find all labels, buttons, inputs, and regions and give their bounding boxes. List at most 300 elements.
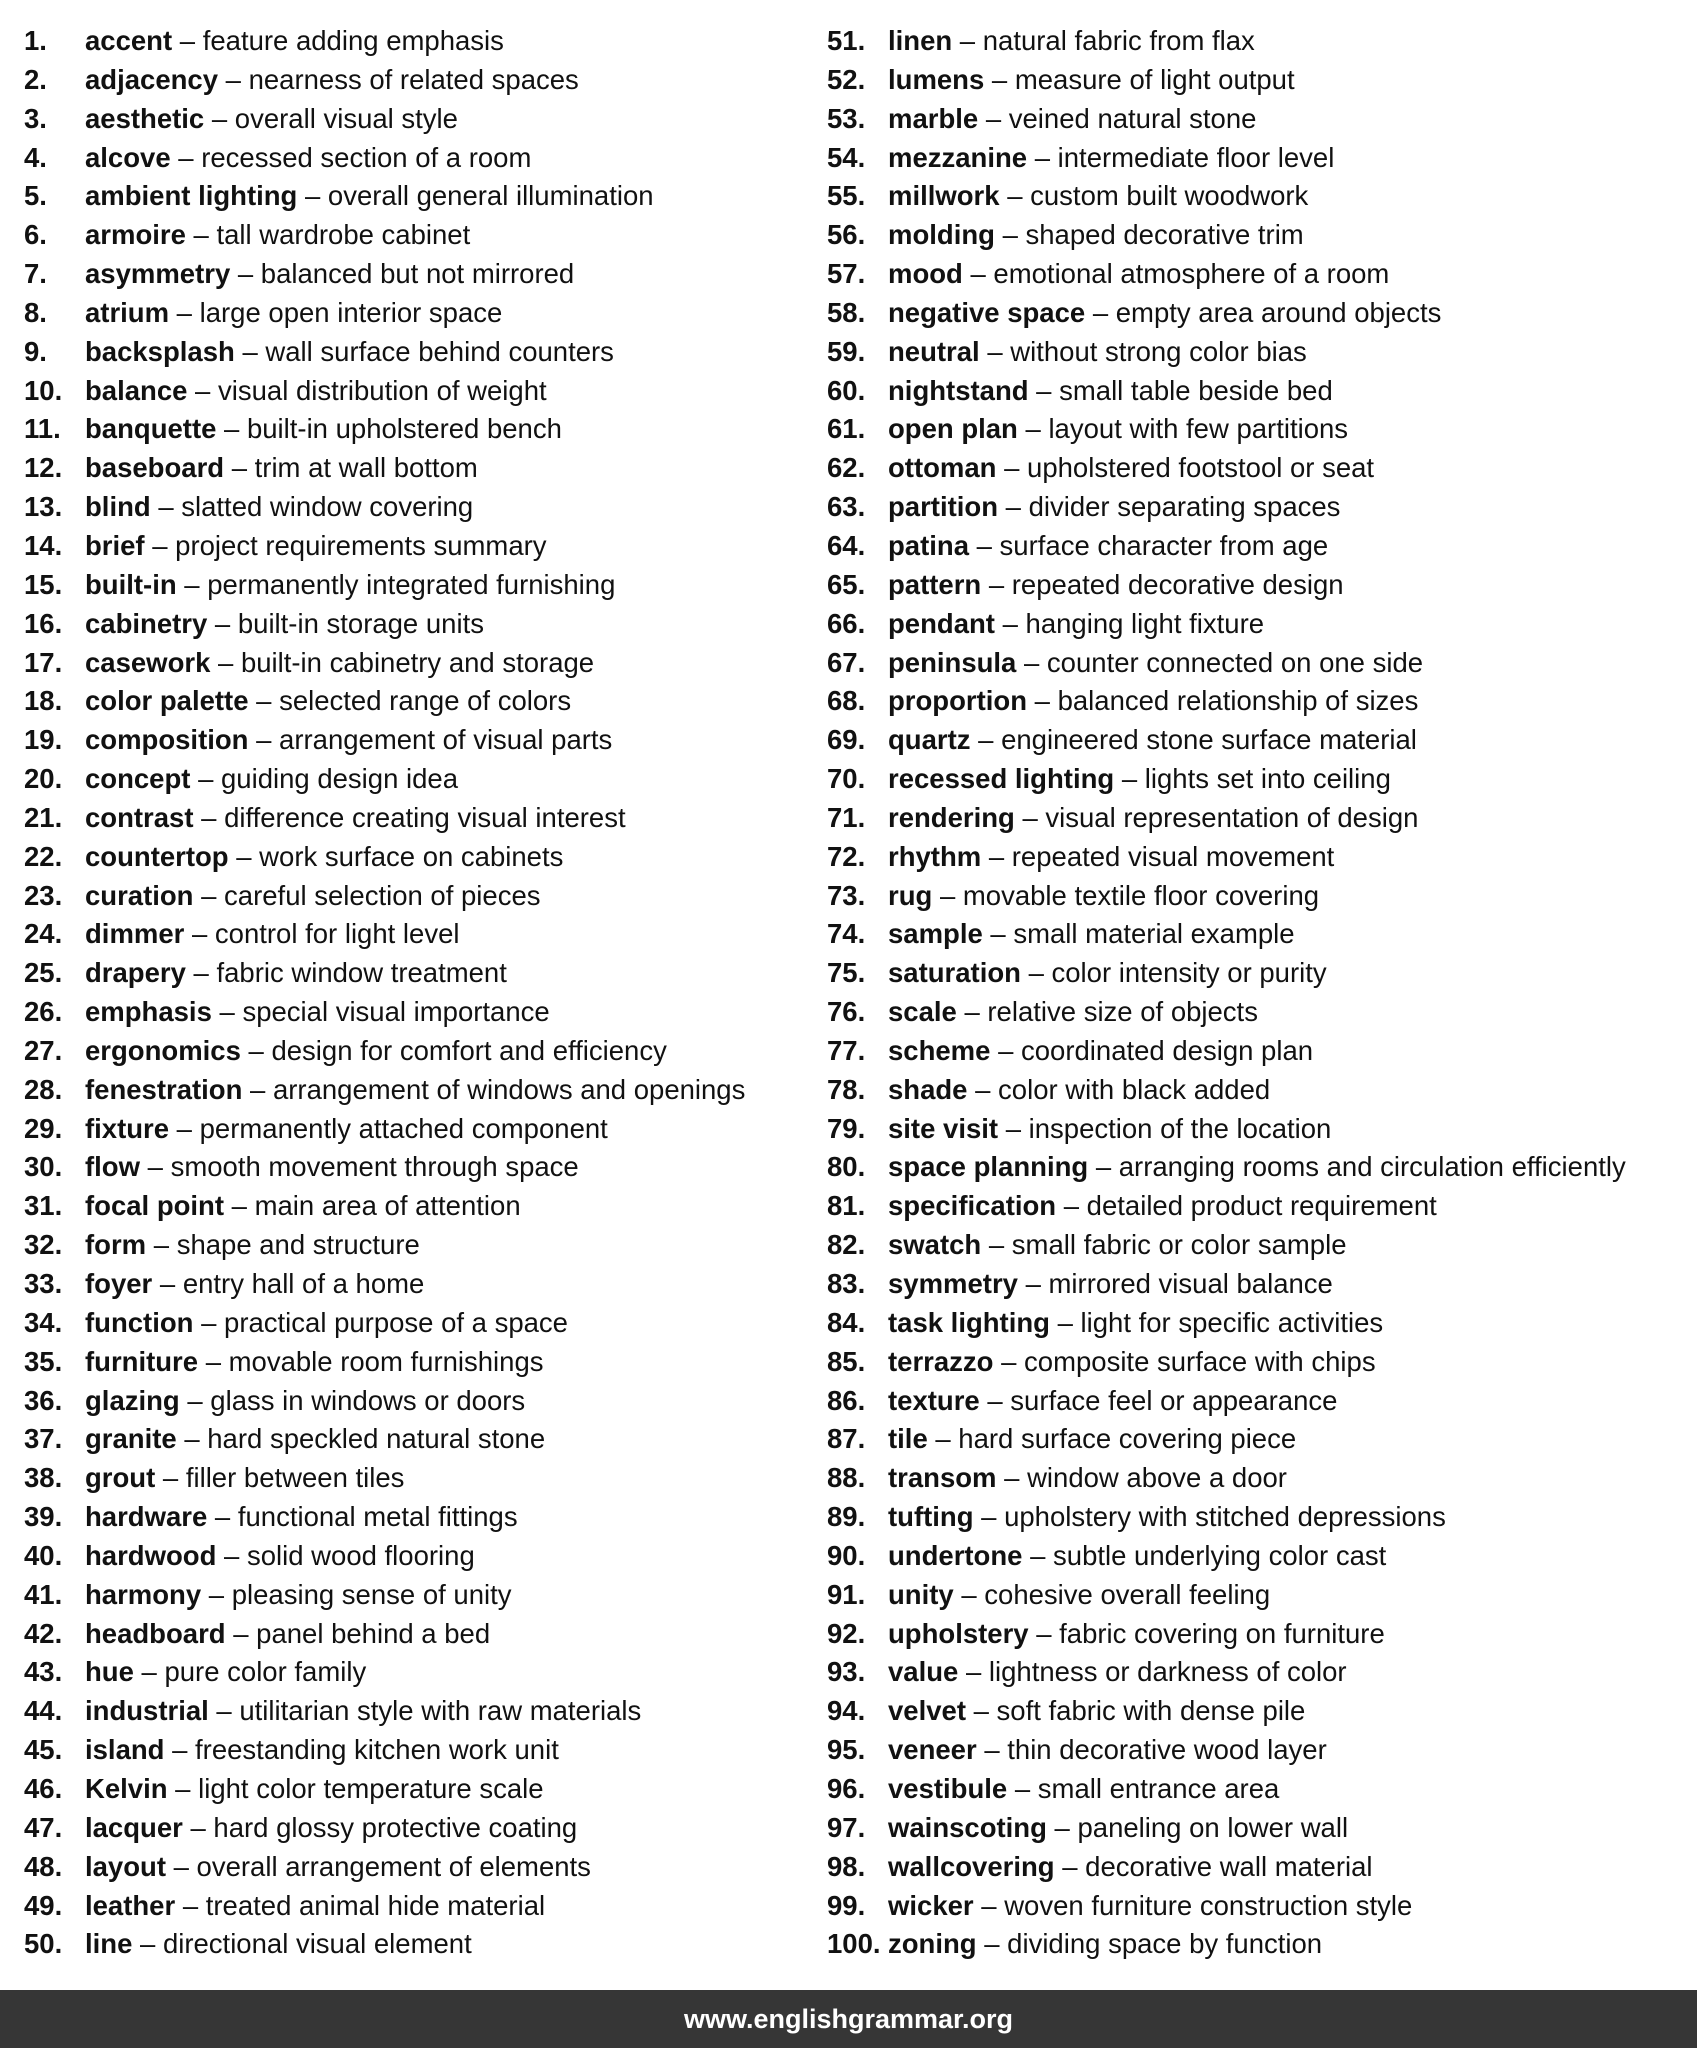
list-item (827, 1848, 1687, 1887)
list-item (827, 915, 1687, 954)
item-text (85, 644, 594, 683)
list-item (24, 1459, 804, 1498)
list-item (827, 1265, 1687, 1304)
item-definition: – small entrance area (1007, 1772, 1280, 1804)
item-text (888, 1925, 1322, 1964)
item-definition: – surface character from age (968, 529, 1329, 561)
item-number: 45. (24, 1734, 63, 1766)
item-text (85, 1498, 518, 1537)
list-item (24, 294, 804, 333)
item-number: 72. (827, 840, 866, 872)
list-item (827, 799, 1687, 838)
item-definition: – light color temperature scale (167, 1772, 544, 1804)
item-term: flow (85, 1151, 140, 1183)
item-number: 75. (827, 957, 866, 989)
item-term: pendant (888, 607, 995, 639)
item-term: emphasis (85, 996, 212, 1028)
item-number: 79. (827, 1112, 866, 1144)
item-number: 63. (827, 491, 866, 523)
item-number: 28. (24, 1073, 63, 1105)
list-item (827, 1498, 1687, 1537)
item-number: 26. (24, 996, 63, 1028)
item-text (888, 488, 1340, 527)
item-definition: – layout with few partitions (1017, 413, 1349, 445)
item-text (85, 1304, 568, 1343)
item-term: scale (888, 996, 957, 1028)
item-number: 13. (24, 491, 63, 523)
item-number: 21. (24, 801, 63, 833)
item-text (888, 605, 1264, 644)
item-text (888, 449, 1374, 488)
item-definition: – fabric window treatment (185, 957, 507, 989)
item-text (85, 1576, 511, 1615)
item-number: 5. (24, 180, 47, 212)
item-term: tufting (888, 1501, 974, 1533)
item-term: upholstery (888, 1617, 1029, 1649)
item-definition: – repeated visual movement (981, 840, 1335, 872)
item-number: 47. (24, 1811, 63, 1843)
item-definition: – decorative wall material (1054, 1850, 1373, 1882)
item-number: 67. (827, 646, 866, 678)
item-definition: – intermediate floor level (1027, 141, 1335, 173)
list-item (827, 1304, 1687, 1343)
item-number: 81. (827, 1190, 866, 1222)
item-text (888, 1226, 1347, 1265)
item-number: 36. (24, 1384, 63, 1416)
item-number: 93. (827, 1656, 866, 1688)
item-definition: – trim at wall bottom (224, 452, 478, 484)
item-definition: – detailed product requirement (1056, 1190, 1437, 1222)
item-definition: – built-in storage units (207, 607, 484, 639)
item-number: 38. (24, 1462, 63, 1494)
item-number: 30. (24, 1151, 63, 1183)
list-item (24, 682, 804, 721)
item-term: focal point (85, 1190, 225, 1222)
item-definition: – dividing space by function (976, 1928, 1323, 1960)
item-term: line (85, 1928, 133, 1960)
item-text (888, 1848, 1373, 1887)
item-definition: – small material example (982, 918, 1295, 950)
item-term: vestibule (888, 1772, 1008, 1804)
item-term: lacquer (85, 1811, 183, 1843)
item-text (888, 1110, 1331, 1149)
item-term: drapery (85, 957, 186, 989)
item-term: marble (888, 102, 979, 134)
item-definition: – solid wood flooring (216, 1539, 475, 1571)
item-text (888, 1459, 1287, 1498)
item-text (85, 1537, 475, 1576)
item-number: 60. (827, 374, 866, 406)
item-number: 82. (827, 1229, 866, 1261)
item-text (85, 721, 612, 760)
item-definition: – treated animal hide material (175, 1889, 546, 1921)
list-item (24, 527, 804, 566)
item-definition: – upholstery with stitched depressions (973, 1501, 1446, 1533)
list-item (24, 1265, 804, 1304)
item-term: zoning (888, 1928, 977, 1960)
list-item (827, 721, 1687, 760)
list-item (827, 993, 1687, 1032)
list-item (827, 1382, 1687, 1421)
list-item (827, 372, 1687, 411)
item-text (888, 877, 1319, 916)
item-definition: – special visual importance (211, 996, 550, 1028)
item-definition: – main area of attention (224, 1190, 521, 1222)
list-item (827, 682, 1687, 721)
item-number: 49. (24, 1889, 63, 1921)
item-term: form (85, 1229, 147, 1261)
item-text (888, 100, 1256, 139)
item-text (888, 1809, 1348, 1848)
footer-url[interactable]: www.englishgrammar.org (683, 2003, 1014, 2034)
item-definition: – entry hall of a home (152, 1268, 425, 1299)
item-term: ergonomics (85, 1034, 241, 1066)
item-number: 92. (827, 1617, 866, 1649)
item-number: 6. (24, 219, 47, 251)
item-term: island (85, 1734, 165, 1766)
item-number: 10. (24, 374, 63, 406)
item-definition: – light for specific activities (1049, 1306, 1384, 1338)
item-definition: – without strong color bias (979, 335, 1307, 367)
list-item (827, 255, 1687, 294)
item-definition: – relative size of objects (956, 996, 1258, 1028)
item-text (888, 333, 1307, 372)
item-term: color palette (85, 685, 249, 717)
item-number: 41. (24, 1578, 63, 1610)
list-item (827, 527, 1687, 566)
item-definition: – balanced but not mirrored (230, 258, 575, 290)
list-item (24, 1576, 804, 1615)
item-definition: – filler between tiles (155, 1462, 405, 1494)
item-definition: – design for comfort and efficiency (240, 1034, 667, 1066)
list-item (24, 760, 804, 799)
item-term: tile (888, 1423, 928, 1455)
item-term: molding (888, 219, 995, 251)
list-item (24, 799, 804, 838)
item-term: atrium (85, 296, 170, 328)
item-term: ambient lighting (85, 180, 298, 212)
item-term: aesthetic (85, 102, 205, 134)
item-number: 37. (24, 1423, 63, 1455)
item-term: balance (85, 374, 188, 406)
item-number: 52. (827, 63, 866, 95)
item-term: leather (85, 1889, 176, 1921)
item-number: 53. (827, 102, 866, 134)
item-text (85, 1459, 404, 1498)
item-number: 25. (24, 957, 63, 989)
item-text (85, 1382, 525, 1421)
item-text (85, 1265, 424, 1304)
item-number: 96. (827, 1772, 866, 1804)
item-term: layout (85, 1850, 166, 1882)
list-item (827, 1148, 1687, 1187)
item-text (85, 488, 473, 527)
item-term: patina (888, 529, 969, 561)
item-term: hue (85, 1656, 134, 1688)
item-number: 64. (827, 529, 866, 561)
item-definition: – natural fabric from flax (952, 25, 1255, 56)
item-text (888, 566, 1344, 605)
item-text (85, 333, 614, 372)
item-definition: – thin decorative wood layer (976, 1734, 1327, 1766)
list-item (24, 372, 804, 411)
item-term: rendering (888, 801, 1015, 833)
list-item (827, 1071, 1687, 1110)
item-term: composition (85, 724, 249, 756)
list-item (24, 605, 804, 644)
item-definition: – soft fabric with dense pile (965, 1695, 1306, 1727)
item-term: countertop (85, 840, 229, 872)
item-number: 55. (827, 180, 866, 212)
item-number: 84. (827, 1306, 866, 1338)
item-definition: – hanging light fixture (994, 607, 1265, 639)
item-number: 4. (24, 141, 47, 173)
item-text (85, 1187, 521, 1226)
list-item (24, 915, 804, 954)
item-term: open plan (888, 413, 1018, 445)
item-definition: – wall surface behind counters (234, 335, 614, 367)
list-item (24, 721, 804, 760)
item-number: 27. (24, 1034, 63, 1066)
item-definition: – overall arrangement of elements (165, 1850, 591, 1882)
item-number: 86. (827, 1384, 866, 1416)
item-number: 83. (827, 1268, 866, 1299)
item-text (85, 566, 615, 605)
item-definition: – permanently integrated furnishing (176, 568, 616, 600)
item-text (888, 1071, 1270, 1110)
item-definition: – small table beside bed (1028, 374, 1333, 406)
item-text (85, 1615, 490, 1654)
item-term: specification (888, 1190, 1057, 1222)
item-number: 1. (24, 25, 47, 56)
item-definition: – visual representation of design (1014, 801, 1419, 833)
list-item (24, 838, 804, 877)
list-item (24, 1498, 804, 1537)
item-number: 7. (24, 258, 47, 290)
item-term: terrazzo (888, 1345, 994, 1377)
item-text (85, 372, 547, 411)
list-item (24, 1615, 804, 1654)
item-definition: – lights set into ceiling (1114, 763, 1391, 795)
item-definition: – utilitarian style with raw materials (208, 1695, 642, 1727)
item-number: 39. (24, 1501, 63, 1533)
item-text (85, 294, 502, 333)
item-definition: – movable room furnishings (198, 1345, 544, 1377)
list-item (24, 1770, 804, 1809)
item-term: alcove (85, 141, 171, 173)
item-text (888, 1420, 1296, 1459)
item-text (85, 877, 540, 916)
item-text (888, 1382, 1337, 1421)
item-text (85, 915, 459, 954)
item-definition: – arrangement of visual parts (248, 724, 613, 756)
list-item (827, 1925, 1687, 1964)
item-term: swatch (888, 1229, 982, 1261)
item-term: mood (888, 258, 963, 290)
item-text (888, 139, 1334, 178)
item-term: pattern (888, 568, 982, 600)
item-text (888, 1770, 1279, 1809)
item-text (888, 1692, 1305, 1731)
item-text (85, 410, 562, 449)
list-item (827, 1770, 1687, 1809)
list-item (24, 1731, 804, 1770)
list-item (24, 177, 804, 216)
item-text (85, 255, 574, 294)
item-term: rug (888, 879, 933, 911)
list-item (827, 139, 1687, 178)
item-term: brief (85, 529, 145, 561)
item-definition: – counter connected on one side (1016, 646, 1424, 678)
item-definition: – custom built woodwork (999, 180, 1309, 212)
item-term: wainscoting (888, 1811, 1047, 1843)
item-text (888, 915, 1295, 954)
item-definition: – shaped decorative trim (994, 219, 1304, 251)
item-term: dimmer (85, 918, 185, 950)
list-item (827, 294, 1687, 333)
item-text (85, 954, 507, 993)
item-term: transom (888, 1462, 997, 1494)
item-number: 85. (827, 1345, 866, 1377)
item-definition: – feature adding emphasis (172, 25, 504, 56)
item-term: velvet (888, 1695, 966, 1727)
item-definition: – woven furniture construction style (973, 1889, 1413, 1921)
item-definition: – movable textile floor covering (932, 879, 1320, 911)
list-item (24, 216, 804, 255)
item-definition: – engineered stone surface material (970, 724, 1417, 756)
item-text (85, 838, 563, 877)
item-number: 15. (24, 568, 63, 600)
list-item (827, 410, 1687, 449)
list-item (827, 605, 1687, 644)
item-term: armoire (85, 219, 186, 251)
item-definition: – built-in cabinetry and storage (210, 646, 595, 678)
item-number: 29. (24, 1112, 63, 1144)
item-text (85, 22, 504, 61)
item-number: 90. (827, 1539, 866, 1571)
footer-bar (0, 1990, 1697, 2048)
item-definition: – smooth movement through space (140, 1151, 579, 1183)
item-term: function (85, 1306, 194, 1338)
item-term: built-in (85, 568, 177, 600)
item-term: space planning (888, 1151, 1089, 1183)
item-definition: – pleasing sense of unity (201, 1578, 512, 1610)
item-term: industrial (85, 1695, 209, 1727)
item-number: 71. (827, 801, 866, 833)
list-item (827, 1731, 1687, 1770)
item-term: adjacency (85, 63, 219, 95)
item-number: 58. (827, 296, 866, 328)
item-definition: – practical purpose of a space (193, 1306, 568, 1338)
item-text (85, 1887, 545, 1926)
item-definition: – color intensity or purity (1020, 957, 1327, 989)
item-text (888, 1265, 1333, 1304)
item-text (888, 838, 1334, 877)
item-number: 48. (24, 1850, 63, 1882)
item-number: 43. (24, 1656, 63, 1688)
item-text (85, 993, 550, 1032)
item-definition: – composite surface with chips (993, 1345, 1376, 1377)
list-item (827, 1615, 1687, 1654)
item-number: 22. (24, 840, 63, 872)
item-term: headboard (85, 1617, 226, 1649)
item-number: 51. (827, 25, 866, 56)
item-number: 54. (827, 141, 866, 173)
item-term: nightstand (888, 374, 1029, 406)
list-item (827, 1653, 1687, 1692)
item-term: texture (888, 1384, 980, 1416)
item-number: 87. (827, 1423, 866, 1455)
list-item (827, 1187, 1687, 1226)
list-item (24, 1343, 804, 1382)
list-item (24, 1148, 804, 1187)
item-number: 18. (24, 685, 63, 717)
list-item (24, 61, 804, 100)
item-number: 78. (827, 1073, 866, 1105)
list-item (24, 1692, 804, 1731)
item-definition: – tall wardrobe cabinet (185, 219, 471, 251)
list-item (24, 1071, 804, 1110)
list-item (827, 100, 1687, 139)
item-number: 70. (827, 763, 866, 795)
item-text (85, 605, 484, 644)
item-term: rhythm (888, 840, 982, 872)
list-item (827, 644, 1687, 683)
item-definition: – difference creating visual interest (193, 801, 626, 833)
item-number: 65. (827, 568, 866, 600)
item-definition: – overall general illumination (297, 180, 654, 212)
item-number: 56. (827, 219, 866, 251)
item-number: 14. (24, 529, 63, 561)
item-number: 97. (827, 1811, 866, 1843)
item-term: fenestration (85, 1073, 243, 1105)
list-item (827, 1537, 1687, 1576)
item-number: 19. (24, 724, 63, 756)
list-item (827, 177, 1687, 216)
list-item (24, 1537, 804, 1576)
item-term: ottoman (888, 452, 997, 484)
item-text (888, 1537, 1386, 1576)
item-number: 24. (24, 918, 63, 950)
item-number: 94. (827, 1695, 866, 1727)
list-item (24, 1653, 804, 1692)
item-definition: – fabric covering on furniture (1028, 1617, 1385, 1649)
list-item (827, 1692, 1687, 1731)
item-text (85, 1226, 420, 1265)
item-text (888, 61, 1295, 100)
item-term: cabinetry (85, 607, 208, 639)
item-term: wallcovering (888, 1850, 1055, 1882)
item-number: 44. (24, 1695, 63, 1727)
item-text (85, 139, 531, 178)
list-item (24, 1887, 804, 1926)
list-item (24, 1809, 804, 1848)
item-text (888, 1615, 1385, 1654)
item-number: 17. (24, 646, 63, 678)
item-definition: – hard surface covering piece (927, 1423, 1297, 1455)
list-item (827, 449, 1687, 488)
item-text (888, 760, 1391, 799)
item-definition: – empty area around objects (1085, 296, 1442, 328)
item-text (888, 216, 1304, 255)
list-item (24, 877, 804, 916)
item-term: task lighting (888, 1306, 1050, 1338)
item-text (888, 1343, 1376, 1382)
list-item (827, 488, 1687, 527)
list-item (827, 877, 1687, 916)
item-definition: – functional metal fittings (207, 1501, 518, 1533)
list-item (24, 449, 804, 488)
